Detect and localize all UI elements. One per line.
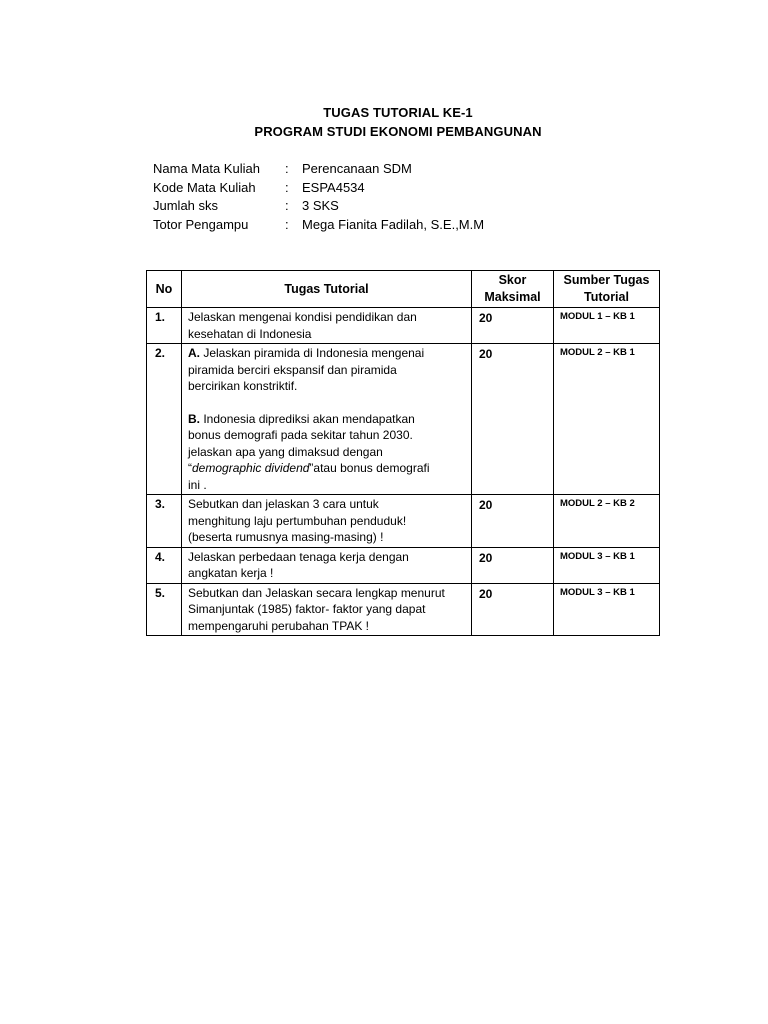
quote-open: “	[188, 461, 192, 475]
table-row	[147, 495, 660, 548]
header-source	[554, 271, 660, 308]
task-line-text: Indonesia diprediksi akan mendapatkan	[200, 411, 415, 426]
info-label: Totor Pengampu	[153, 216, 249, 232]
task-text	[182, 583, 472, 636]
task-source: MODUL 3 – KB 1	[554, 583, 660, 636]
task-line: mempengaruhi perubahan TPAK !	[188, 618, 370, 633]
task-table	[146, 270, 660, 636]
table-row	[147, 583, 660, 636]
task-source: MODUL 3 – KB 1	[554, 547, 660, 583]
task-line: piramida berciri ekspansif dan piramida	[188, 362, 397, 377]
info-colon: :	[285, 179, 289, 195]
info-label: Kode Mata Kuliah	[153, 179, 256, 195]
task-line: angkatan kerja !	[188, 566, 274, 580]
italic-term: demographic dividend	[192, 461, 310, 475]
table-row	[147, 308, 660, 344]
task-line: Jelaskan perbedaan tenaga kerja dengan	[188, 549, 409, 564]
tutor-row	[153, 217, 653, 236]
task-text	[182, 308, 472, 344]
task-source: MODUL 2 – KB 1	[554, 344, 660, 495]
row-number: 4.	[147, 547, 182, 583]
task-text	[182, 547, 472, 583]
task-line: ini .	[188, 477, 207, 492]
info-colon: :	[285, 161, 289, 176]
row-number: 1.	[147, 308, 182, 344]
header-source-line2: Tutorial	[584, 290, 629, 304]
program-title: PROGRAM STUDI EKONOMI PEMBANGUNAN	[254, 124, 542, 139]
info-value: ESPA4534	[302, 179, 365, 195]
task-line: Jelaskan mengenai kondisi pendidikan dan	[188, 310, 417, 324]
info-colon: :	[285, 198, 289, 213]
credits-row	[153, 198, 653, 217]
row-number: 5.	[147, 583, 182, 636]
document-title: TUGAS TUTORIAL KE-1	[323, 105, 473, 120]
task-line: Sebutkan dan Jelaskan secara lengkap menurut	[188, 585, 445, 600]
task-line: menghitung laju pertumbuhan penduduk!	[188, 513, 407, 528]
max-score: 20	[472, 547, 554, 583]
header-task: Tugas Tutorial	[182, 271, 472, 308]
task-line: Simanjuntak (1985) faktor- faktor yang dapat	[188, 602, 426, 616]
task-line: bonus demografi pada sekitar tahun 2030.	[188, 428, 413, 442]
task-line-text: Jelaskan piramida di Indonesia mengenai	[200, 346, 425, 360]
task-line	[188, 460, 467, 477]
table-header-row	[147, 271, 660, 308]
part-a-label: A.	[188, 346, 200, 360]
header-source-line1: Sumber Tugas	[563, 273, 650, 287]
max-score: 20	[472, 308, 554, 344]
header-skor-line1: Skor	[498, 273, 527, 287]
task-line: Sebutkan dan jelaskan 3 cara untuk	[188, 497, 379, 511]
header-skor	[472, 271, 554, 308]
task-line: kesehatan di Indonesia	[188, 326, 312, 341]
table-row	[147, 547, 660, 583]
info-value: Mega Fianita Fadilah, S.E.,M.M	[302, 216, 485, 232]
max-score: 20	[472, 495, 554, 548]
info-value: Perencanaan SDM	[302, 161, 412, 176]
task-line-text: ”atau bonus demografi	[309, 461, 430, 475]
course-name-row	[153, 161, 653, 180]
task-text	[182, 344, 472, 495]
info-label: Nama Mata Kuliah	[153, 161, 260, 176]
row-number: 3.	[147, 495, 182, 548]
info-value: 3 SKS	[302, 198, 339, 213]
task-line	[188, 345, 467, 362]
part-b-label: B.	[188, 411, 200, 426]
task-source: MODUL 2 – KB 2	[554, 495, 660, 548]
info-label: Jumlah sks	[153, 198, 219, 213]
task-text	[182, 495, 472, 548]
row-number: 2.	[147, 344, 182, 495]
course-info	[153, 161, 653, 235]
max-score: 20	[472, 583, 554, 636]
max-score: 20	[472, 344, 554, 495]
task-line	[188, 411, 467, 428]
task-line: (beserta rumusnya masing-masing) !	[188, 530, 384, 544]
task-line: bercirikan konstriktif.	[188, 379, 298, 393]
paragraph-gap	[188, 395, 467, 411]
table-row	[147, 344, 660, 495]
header-skor-line2: Maksimal	[484, 290, 541, 304]
header-no: No	[147, 271, 182, 308]
course-code-row	[153, 180, 653, 199]
info-colon: :	[285, 216, 289, 232]
task-source: MODUL 1 – KB 1	[554, 308, 660, 344]
task-line: jelaskan apa yang dimaksud dengan	[188, 444, 383, 459]
